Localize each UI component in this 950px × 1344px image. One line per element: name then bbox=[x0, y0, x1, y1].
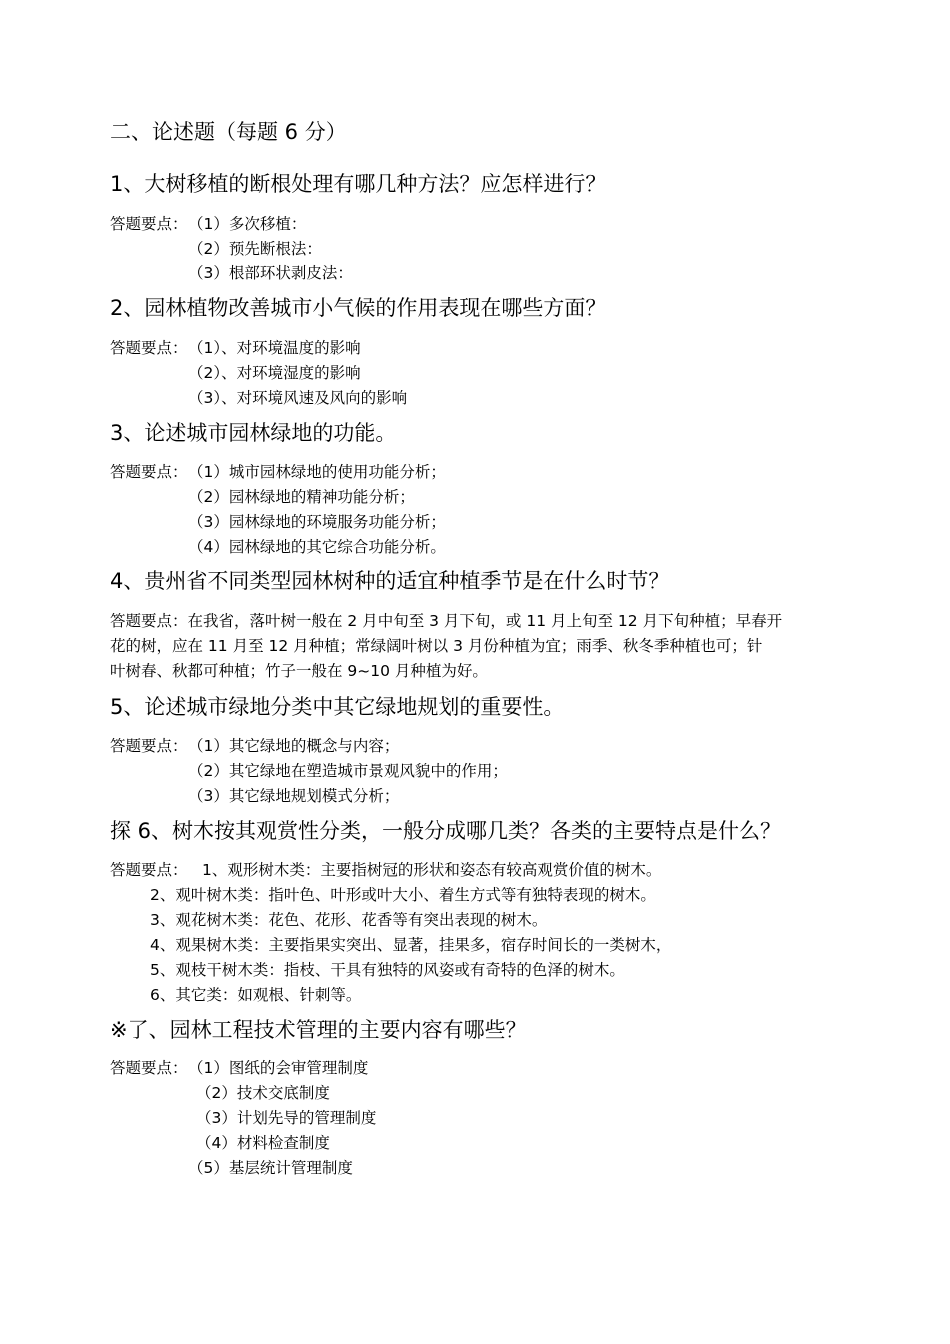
answer-line: （2）园林绿地的精神功能分析； bbox=[188, 488, 415, 506]
answer-line: （3）其它绿地规划模式分析； bbox=[188, 787, 400, 805]
answer-line: （2）技术交底制度 bbox=[196, 1084, 330, 1102]
answer-line: （2）其它绿地在塑造城市景观风貌中的作用； bbox=[188, 762, 508, 780]
answer-line: 6、其它类：如观根、针刺等。 bbox=[150, 986, 362, 1004]
answer-line: （1）多次移植： bbox=[188, 215, 307, 233]
question-4-title: 4、贵州省不同类型园林树种的适宜种植季节是在什么时节？ bbox=[110, 569, 670, 593]
answer-line: 4、观果树木类：主要指果实突出、显著，挂果多，宿存时间长的一类树木， bbox=[150, 936, 672, 954]
answer-line: 1、观形树木类：主要指树冠的形状和姿态有较高观赏价值的树木。 bbox=[202, 861, 662, 879]
answer-label: 答题要点： bbox=[110, 463, 188, 481]
section-title: 二、论述题（每题 6 分） bbox=[110, 120, 347, 144]
answer-label: 答题要点： bbox=[110, 861, 188, 879]
question-6-title: 探 6、树木按其观赏性分类，一般分成哪几类？各类的主要特点是什么？ bbox=[110, 819, 782, 843]
answer-line: 2、观叶树木类：指叶色、叶形或叶大小、着生方式等有独特表现的树木。 bbox=[150, 886, 656, 904]
answer-label: 答题要点： bbox=[110, 215, 188, 233]
question-1-title: 1、大树移植的断根处理有哪几种方法？应怎样进行？ bbox=[110, 172, 607, 196]
answer-label: 答题要点： bbox=[110, 1059, 188, 1077]
answer-line: （2）预先断根法： bbox=[188, 240, 322, 258]
answer-line: （1）城市园林绿地的使用功能分析； bbox=[188, 463, 446, 481]
answer-paragraph-line: 花的树，应在 11 月至 12 月种植；常绿阔叶树以 3 月份种植为宜；雨季、秋冬季种植也可；针 bbox=[110, 637, 763, 655]
answer-line: （1）其它绿地的概念与内容； bbox=[188, 737, 400, 755]
answer-line: （3）园林绿地的环境服务功能分析； bbox=[188, 513, 446, 531]
answer-line: （3）计划先导的管理制度 bbox=[196, 1109, 377, 1127]
answer-line: （1）、对环境温度的影响 bbox=[188, 339, 361, 357]
answer-line: （4）园林绿地的其它综合功能分析。 bbox=[188, 538, 446, 556]
question-2-title: 2、园林植物改善城市小气候的作用表现在哪些方面？ bbox=[110, 296, 607, 320]
answer-line: （5）基层统计管理制度 bbox=[188, 1159, 353, 1177]
answer-label: 答题要点： bbox=[110, 339, 188, 357]
answer-line: （3）、对环境风速及风向的影响 bbox=[188, 389, 408, 407]
answer-line: （2）、对环境湿度的影响 bbox=[188, 364, 361, 382]
answer-label: 答题要点： bbox=[110, 737, 188, 755]
answer-paragraph-line: 答题要点：在我省，落叶树一般在 2 月中旬至 3 月下旬，或 11 月上旬至 12 月下旬种植；早春开 bbox=[110, 612, 783, 630]
answer-line: 5、观枝干树木类：指枝、干具有独特的风姿或有奇特的色泽的树木。 bbox=[150, 961, 625, 979]
question-7-title: ※了、园林工程技术管理的主要内容有哪些？ bbox=[110, 1018, 527, 1042]
question-3-title: 3、论述城市园林绿地的功能。 bbox=[110, 421, 397, 445]
question-5-title: 5、论述城市绿地分类中其它绿地规划的重要性。 bbox=[110, 695, 565, 719]
answer-line: （1）图纸的会审管理制度 bbox=[188, 1059, 369, 1077]
answer-line: （4）材料检查制度 bbox=[196, 1134, 330, 1152]
answer-line: （3）根部环状剥皮法： bbox=[188, 264, 353, 282]
answer-line: 3、观花树木类：花色、花形、花香等有突出表现的树木。 bbox=[150, 911, 548, 929]
answer-paragraph-line: 叶树春、秋都可种植；竹子一般在 9~10 月种植为好。 bbox=[110, 662, 488, 680]
